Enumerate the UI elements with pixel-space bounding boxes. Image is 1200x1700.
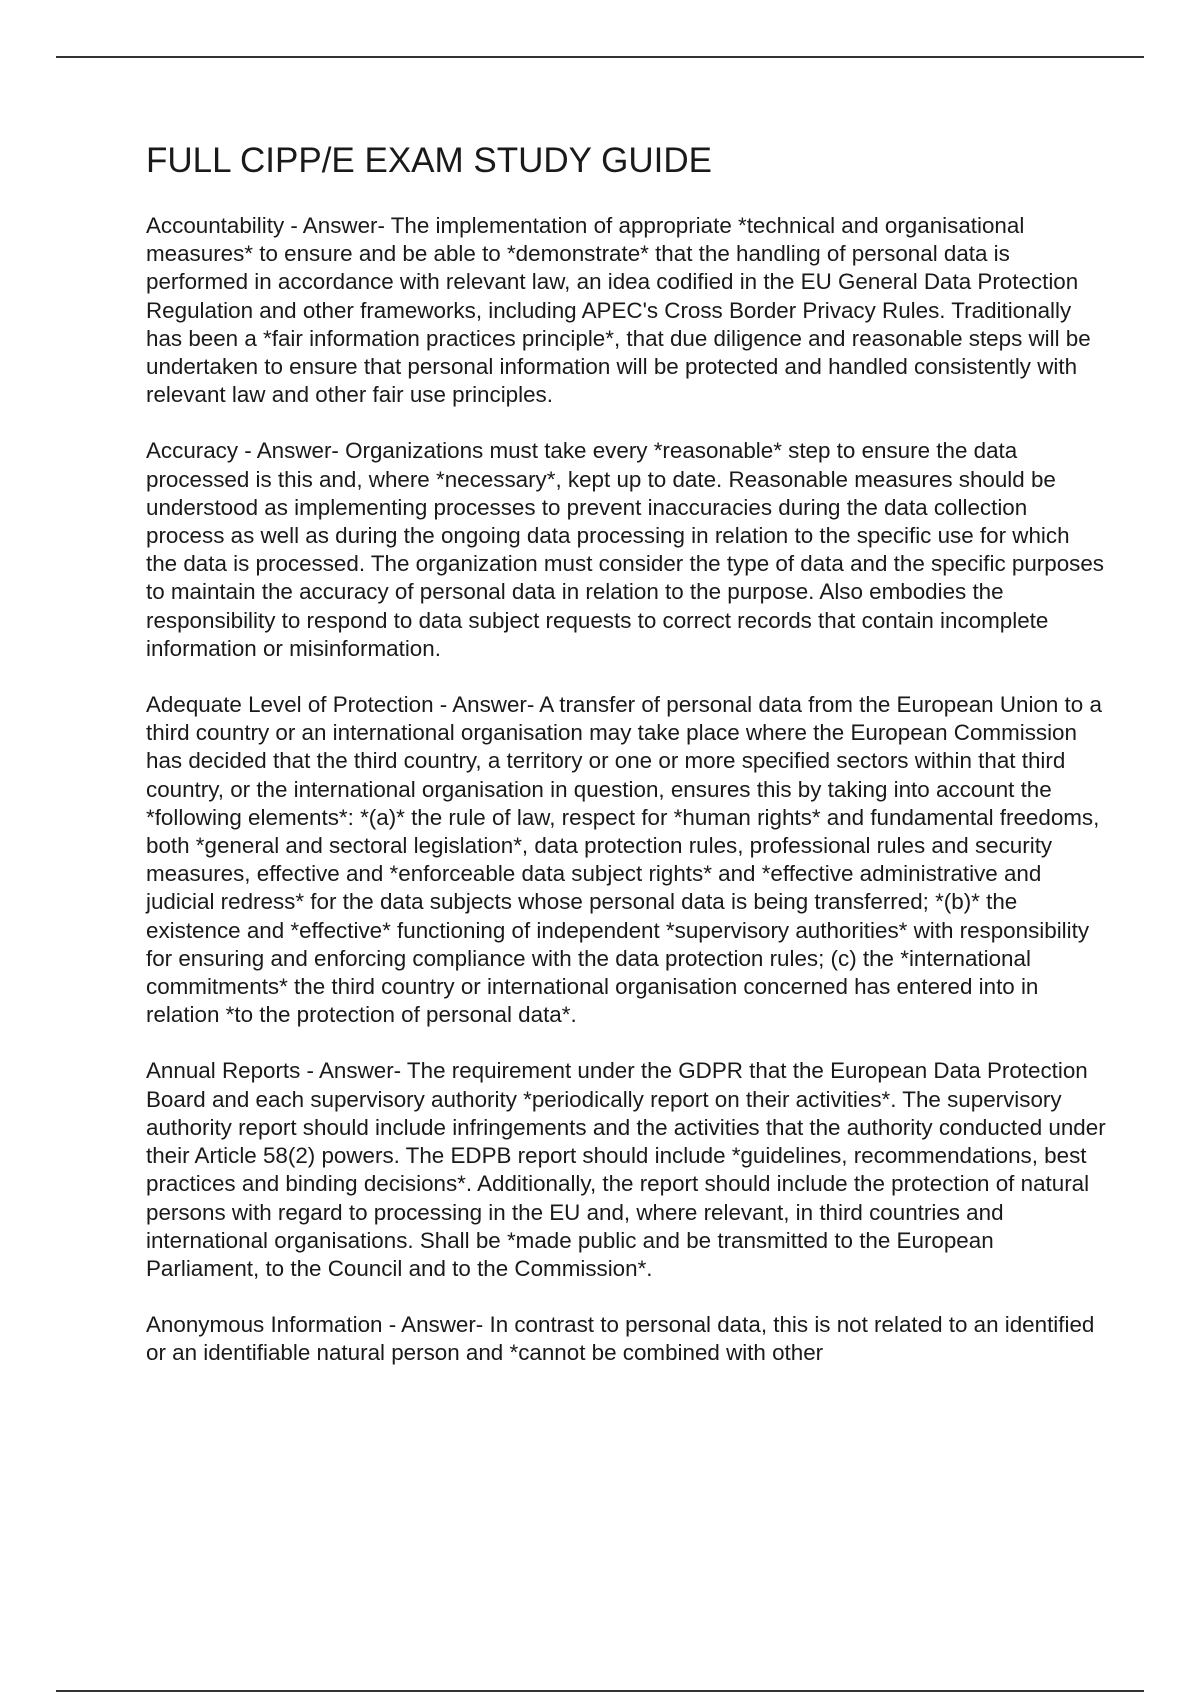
document-body (146, 140, 1106, 1396)
entry-adequate-level-of-protection: Adequate Level of Protection - Answer- A transfer of personal data from the European Union to a third country or an international organisation may take place where the European Commission has decided that the third country, a territory or one or more specified sectors within that third country, or the international organisation in question, ensures this by taking into account the *following elements*: *(a)* the rule of law, respect for *human rights* and fundamental freedoms, both *general and sectoral legislation*, data protection rules, professional rules and security measures, effective and *enforceable data subject rights* and *effective administrative and judicial redress* for the data subjects whose personal data is being transferred; *(b)* the existence and *effective* functioning of independent *supervisory authorities* with responsibility for ensuring and enforcing compliance with the data protection rules; (c) the *international commitments* the third country or international organisation concerned has entered into in relation *to the protection of personal data*. (146, 692, 1102, 1028)
entry-accuracy: Accuracy - Answer- Organizations must take every *reasonable* step to ensure the data processed is this and, where *necessary*, kept up to date. Reasonable measures should be understood as implementing processes to prevent inaccuracies during the data collection process as well as during the ongoing data processing in relation to the specific use for which the data is processed. The organization must consider the type of data and the specific purposes to maintain the accuracy of personal data in relation to the purpose. Also embodies the responsibility to respond to data subject requests to correct records that contain incomplete information or misinformation. (146, 438, 1104, 661)
bottom-rule (56, 1690, 1144, 1692)
entry-anonymous-information: Anonymous Information - Answer- In contrast to personal data, this is not related to an identified or an identifiable natural person and *cannot be combined with other (146, 1312, 1095, 1366)
entry-annual-reports: Annual Reports - Answer- The requirement under the GDPR that the European Data Protection Board and each supervisory authority *periodically report on their activities*. The supervisory authority report should include infringements and the activities that the authority conducted under their Article 58(2) powers. The EDPB report should include *guidelines, recommendations, best practices and binding decisions*. Additionally, the report should include the protection of natural persons with regard to processing in the EU and, where relevant, in third countries and international organisations. Shall be *made public and be transmitted to the European Parliament, to the Council and to the Commission*. (146, 1058, 1106, 1281)
entry-accountability: Accountability - Answer- The implementation of appropriate *technical and organisational measures* to ensure and be able to *demonstrate* that the handling of personal data is performed in accordance with relevant law, an idea codified in the EU General Data Protection Regulation and other frameworks, including APEC's Cross Border Privacy Rules. Traditionally has been a *fair information practices principle*, that due diligence and reasonable steps will be undertaken to ensure that personal information will be protected and handled consistently with relevant law and other fair use principles. (146, 213, 1091, 408)
document-title: FULL CIPP/E EXAM STUDY GUIDE (146, 141, 712, 180)
top-rule (56, 56, 1144, 58)
